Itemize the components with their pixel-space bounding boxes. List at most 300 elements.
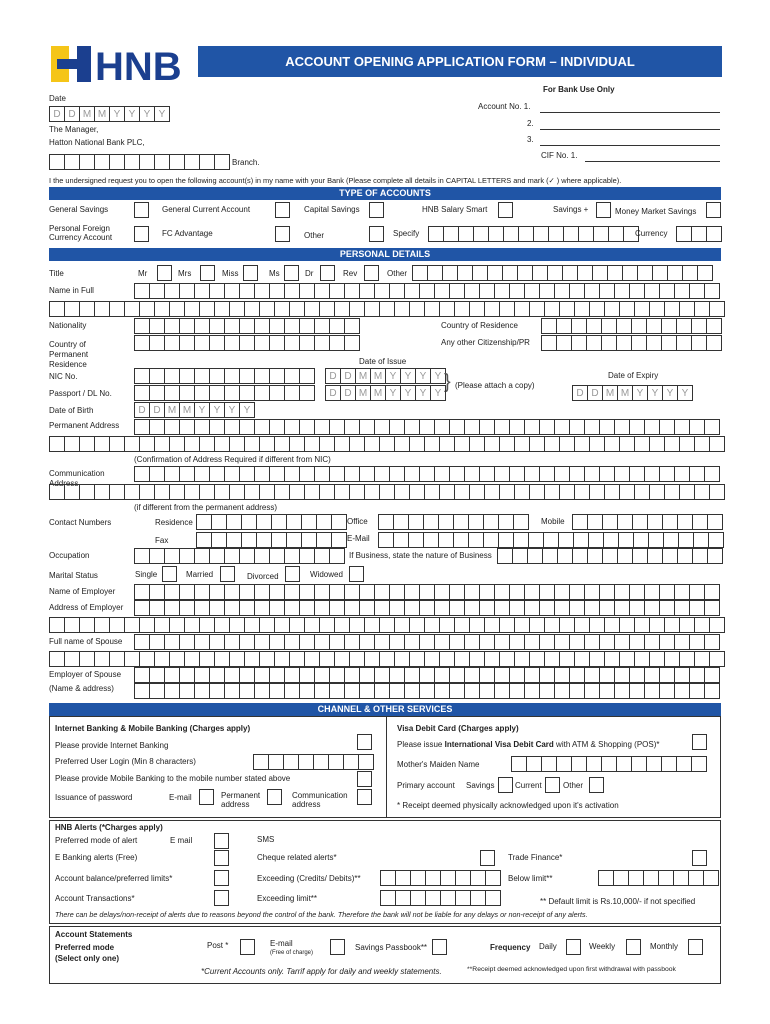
input-cell[interactable] [618,548,633,564]
input-cell[interactable] [515,617,530,633]
input-cell[interactable] [95,154,110,170]
input-cell[interactable] [455,484,470,500]
input-cell[interactable] [200,651,215,667]
input-cell[interactable] [648,548,663,564]
input-cell[interactable] [710,436,725,452]
input-cell[interactable] [345,667,360,683]
input-cell[interactable] [709,532,724,548]
input-cell[interactable] [603,514,618,530]
input-cell[interactable] [585,634,600,650]
input-cell[interactable] [210,466,225,482]
input-cell[interactable] [602,756,617,772]
input-cell[interactable] [332,532,347,548]
input-cell[interactable] [255,385,270,401]
input-cell[interactable] [572,318,587,334]
input-cell[interactable] [300,368,315,384]
input-cell[interactable] [480,419,495,435]
input-cell[interactable] [710,484,725,500]
input-cell[interactable]: Y [401,385,416,401]
input-cell[interactable] [563,265,578,281]
input-cell[interactable] [210,318,225,334]
input-cell[interactable] [155,436,170,452]
input-cell[interactable] [225,600,240,616]
input-cell[interactable] [455,301,470,317]
input-cell[interactable] [600,283,615,299]
input-cell[interactable] [590,436,605,452]
input-cell[interactable] [200,436,215,452]
input-cell[interactable] [663,548,678,564]
input-cell[interactable] [510,600,525,616]
input-cell[interactable] [210,548,225,564]
input-cell[interactable]: Y [678,385,693,401]
input-cell[interactable] [255,466,270,482]
input-cell[interactable] [650,436,665,452]
input-cell[interactable] [225,667,240,683]
ib-user-cells[interactable] [253,754,374,770]
input-cell[interactable] [660,634,675,650]
input-cell[interactable] [604,532,619,548]
input-cell[interactable] [530,436,545,452]
input-cell[interactable] [677,335,692,351]
input-cell[interactable] [450,419,465,435]
input-cell[interactable] [302,532,317,548]
input-cell[interactable] [504,226,519,242]
input-cell[interactable] [350,484,365,500]
input-cell[interactable] [485,484,500,500]
input-cell[interactable] [705,634,720,650]
input-cell[interactable] [290,436,305,452]
date-issue-cells[interactable] [325,368,446,384]
input-cell[interactable] [315,600,330,616]
input-cell[interactable] [360,667,375,683]
input-cell[interactable] [635,651,650,667]
input-cell[interactable] [570,283,585,299]
input-cell[interactable] [515,301,530,317]
input-cell[interactable] [270,283,285,299]
input-cell[interactable] [272,514,287,530]
input-cell[interactable] [465,584,480,600]
input-cell[interactable] [360,283,375,299]
input-cell[interactable] [605,484,620,500]
input-cell[interactable] [500,484,515,500]
input-cell[interactable] [705,419,720,435]
input-cell[interactable]: Y [240,402,255,418]
input-cell[interactable] [409,514,424,530]
input-cell[interactable] [180,634,195,650]
input-cell[interactable] [365,617,380,633]
input-cell[interactable] [320,436,335,452]
input-cell[interactable] [710,617,725,633]
input-cell[interactable] [540,283,555,299]
input-cell[interactable]: M [180,402,195,418]
input-cell[interactable]: Y [125,106,140,122]
input-cell[interactable] [557,335,572,351]
input-cell[interactable] [500,436,515,452]
input-cell[interactable] [435,683,450,699]
input-cell[interactable] [454,532,469,548]
occupation-cells[interactable] [134,548,345,564]
alert-sms-checkbox[interactable] [214,850,229,866]
input-cell[interactable] [529,532,544,548]
input-cell[interactable] [394,514,409,530]
input-cell[interactable] [240,466,255,482]
input-cell[interactable] [300,466,315,482]
input-cell[interactable] [710,651,725,667]
input-cell[interactable] [270,600,285,616]
input-cell[interactable] [485,651,500,667]
input-cell[interactable] [572,756,587,772]
employer-address-cells-2[interactable] [49,617,725,633]
input-cell[interactable] [500,651,515,667]
issuance-email-checkbox[interactable] [199,789,214,805]
country-permanent-cells[interactable] [134,335,360,351]
input-cell[interactable] [515,484,530,500]
input-cell[interactable] [185,484,200,500]
input-cell[interactable] [230,651,245,667]
input-cell[interactable] [530,651,545,667]
input-cell[interactable] [170,436,185,452]
input-cell[interactable] [675,584,690,600]
input-cell[interactable] [495,419,510,435]
input-cell[interactable] [215,617,230,633]
input-cell[interactable] [485,301,500,317]
ms-checkbox[interactable] [284,265,299,281]
input-cell[interactable] [394,532,409,548]
input-cell[interactable] [300,283,315,299]
input-cell[interactable] [454,514,469,530]
input-cell[interactable] [578,265,593,281]
exceeding-limit-cells[interactable] [380,890,501,906]
input-cell[interactable] [465,600,480,616]
input-cell[interactable] [315,667,330,683]
title-other-cells[interactable] [412,265,713,281]
input-cell[interactable] [410,651,425,667]
input-cell[interactable] [180,283,195,299]
input-cell[interactable]: Y [155,106,170,122]
input-cell[interactable] [435,600,450,616]
input-cell[interactable] [270,368,285,384]
input-cell[interactable] [254,754,269,770]
input-cell[interactable]: D [341,368,356,384]
input-cell[interactable]: Y [386,368,401,384]
input-cell[interactable] [617,335,632,351]
input-cell[interactable]: Y [663,385,678,401]
input-cell[interactable] [602,335,617,351]
input-cell[interactable] [285,318,300,334]
input-cell[interactable] [197,532,212,548]
input-cell[interactable] [411,890,426,906]
input-cell[interactable] [360,683,375,699]
input-cell[interactable] [435,283,450,299]
input-cell[interactable] [495,683,510,699]
input-cell[interactable] [662,756,677,772]
mrs-checkbox[interactable] [200,265,215,281]
input-cell[interactable] [499,532,514,548]
input-cell[interactable] [200,301,215,317]
input-cell[interactable] [125,617,140,633]
cheque-checkbox[interactable] [480,850,495,866]
input-cell[interactable] [315,548,330,564]
input-cell[interactable] [300,318,315,334]
input-cell[interactable] [50,154,65,170]
input-cell[interactable] [634,532,649,548]
input-cell[interactable] [585,667,600,683]
input-cell[interactable] [638,265,653,281]
input-cell[interactable]: Y [416,368,431,384]
input-cell[interactable] [65,484,80,500]
input-cell[interactable] [480,667,495,683]
input-cell[interactable] [320,484,335,500]
input-cell[interactable] [435,466,450,482]
input-cell[interactable] [225,368,240,384]
input-cell[interactable] [660,466,675,482]
input-cell[interactable] [210,634,225,650]
input-cell[interactable] [690,634,705,650]
input-cell[interactable] [165,283,180,299]
input-cell[interactable] [155,484,170,500]
input-cell[interactable] [465,419,480,435]
dr-checkbox[interactable] [320,265,335,281]
input-cell[interactable] [275,301,290,317]
input-cell[interactable] [230,617,245,633]
input-cell[interactable] [635,301,650,317]
input-cell[interactable] [540,667,555,683]
input-cell[interactable] [302,514,317,530]
input-cell[interactable] [689,870,704,886]
input-cell[interactable] [150,318,165,334]
input-cell[interactable] [630,584,645,600]
input-cell[interactable] [140,436,155,452]
input-cell[interactable] [632,335,647,351]
input-cell[interactable] [645,466,660,482]
input-cell[interactable] [486,870,501,886]
input-cell[interactable] [150,385,165,401]
passport-issue-cells[interactable] [325,385,446,401]
input-cell[interactable] [443,265,458,281]
input-cell[interactable] [440,301,455,317]
input-cell[interactable] [525,283,540,299]
input-cell[interactable] [486,890,501,906]
input-cell[interactable] [165,683,180,699]
input-cell[interactable]: D [50,106,65,122]
input-cell[interactable] [545,301,560,317]
input-cell[interactable]: M [165,402,180,418]
input-cell[interactable] [110,484,125,500]
employer-address-cells-1[interactable] [134,600,720,616]
input-cell[interactable] [590,301,605,317]
input-cell[interactable] [615,466,630,482]
input-cell[interactable] [155,651,170,667]
input-cell[interactable] [679,532,694,548]
input-cell[interactable] [498,548,513,564]
input-cell[interactable] [255,683,270,699]
input-cell[interactable] [707,226,722,242]
input-cell[interactable] [662,335,677,351]
input-cell[interactable] [525,634,540,650]
input-cell[interactable] [435,634,450,650]
input-cell[interactable] [570,419,585,435]
input-cell[interactable]: D [150,402,165,418]
input-cell[interactable] [260,484,275,500]
input-cell[interactable] [390,283,405,299]
input-cell[interactable] [240,683,255,699]
input-cell[interactable] [570,667,585,683]
savings-plus-checkbox[interactable] [596,202,611,218]
input-cell[interactable] [210,667,225,683]
issuance-perm-checkbox[interactable] [267,789,282,805]
input-cell[interactable] [195,368,210,384]
input-cell[interactable] [650,484,665,500]
input-cell[interactable] [512,756,527,772]
input-cell[interactable]: M [95,106,110,122]
input-cell[interactable] [185,301,200,317]
input-cell[interactable] [653,265,668,281]
passport-cells[interactable] [134,385,315,401]
input-cell[interactable] [95,301,110,317]
input-cell[interactable] [180,318,195,334]
input-cell[interactable] [615,584,630,600]
input-cell[interactable] [320,617,335,633]
input-cell[interactable] [429,226,444,242]
input-cell[interactable] [395,617,410,633]
input-cell[interactable] [255,634,270,650]
input-cell[interactable] [225,584,240,600]
input-cell[interactable] [110,617,125,633]
input-cell[interactable] [270,335,285,351]
input-cell[interactable] [480,600,495,616]
input-cell[interactable] [690,667,705,683]
input-cell[interactable] [450,667,465,683]
input-cell[interactable] [428,265,443,281]
input-cell[interactable] [495,634,510,650]
stmt-email-checkbox[interactable] [330,939,345,955]
input-cell[interactable] [444,226,459,242]
input-cell[interactable] [170,617,185,633]
input-cell[interactable] [150,466,165,482]
input-cell[interactable] [135,548,150,564]
input-cell[interactable] [690,683,705,699]
input-cell[interactable] [315,335,330,351]
input-cell[interactable] [225,385,240,401]
input-cell[interactable] [647,756,662,772]
country-residence-cells[interactable] [541,318,722,334]
account-no-1-line[interactable] [540,112,720,113]
input-cell[interactable] [345,335,360,351]
input-cell[interactable] [195,419,210,435]
input-cell[interactable] [540,466,555,482]
input-cell[interactable] [285,600,300,616]
input-cell[interactable] [441,870,456,886]
input-cell[interactable] [600,683,615,699]
input-cell[interactable] [645,283,660,299]
input-cell[interactable] [705,683,720,699]
input-cell[interactable] [647,335,662,351]
input-cell[interactable] [690,584,705,600]
input-cell[interactable] [165,634,180,650]
input-cell[interactable] [381,890,396,906]
input-cell[interactable] [210,368,225,384]
input-cell[interactable] [690,283,705,299]
fax-cells[interactable] [196,532,347,548]
input-cell[interactable] [705,667,720,683]
input-cell[interactable] [409,532,424,548]
input-cell[interactable] [693,548,708,564]
input-cell[interactable] [345,419,360,435]
input-cell[interactable] [707,318,722,334]
input-cell[interactable] [426,890,441,906]
input-cell[interactable] [525,584,540,600]
input-cell[interactable] [647,318,662,334]
input-cell[interactable] [420,466,435,482]
input-cell[interactable] [242,514,257,530]
input-cell[interactable] [165,548,180,564]
date-cells[interactable] [49,106,170,122]
input-cell[interactable] [440,484,455,500]
input-cell[interactable] [200,484,215,500]
input-cell[interactable] [344,754,359,770]
input-cell[interactable] [405,667,420,683]
input-cell[interactable] [455,436,470,452]
input-cell[interactable] [50,436,65,452]
input-cell[interactable] [135,335,150,351]
input-cell[interactable] [600,634,615,650]
input-cell[interactable] [590,484,605,500]
input-cell[interactable] [608,265,623,281]
input-cell[interactable] [240,667,255,683]
input-cell[interactable] [495,584,510,600]
input-cell[interactable] [345,584,360,600]
input-cell[interactable] [330,548,345,564]
input-cell[interactable] [485,436,500,452]
input-cell[interactable] [390,584,405,600]
input-cell[interactable] [660,600,675,616]
input-cell[interactable] [165,600,180,616]
input-cell[interactable] [245,436,260,452]
money-market-checkbox[interactable] [706,202,721,218]
input-cell[interactable] [542,335,557,351]
input-cell[interactable] [465,667,480,683]
input-cell[interactable] [572,335,587,351]
input-cell[interactable] [285,466,300,482]
input-cell[interactable] [50,301,65,317]
input-cell[interactable] [456,890,471,906]
input-cell[interactable] [525,667,540,683]
input-cell[interactable] [335,436,350,452]
input-cell[interactable] [195,335,210,351]
input-cell[interactable] [350,436,365,452]
input-cell[interactable] [125,154,140,170]
input-cell[interactable] [690,419,705,435]
input-cell[interactable] [360,419,375,435]
input-cell[interactable] [335,617,350,633]
input-cell[interactable] [605,651,620,667]
input-cell[interactable] [589,532,604,548]
input-cell[interactable] [465,283,480,299]
input-cell[interactable] [615,634,630,650]
exceeding-credits-cells[interactable] [380,870,501,886]
input-cell[interactable] [677,226,692,242]
input-cell[interactable] [707,335,722,351]
input-cell[interactable] [227,532,242,548]
input-cell[interactable] [555,600,570,616]
input-cell[interactable] [675,419,690,435]
input-cell[interactable] [503,265,518,281]
input-cell[interactable] [270,419,285,435]
input-cell[interactable] [345,634,360,650]
input-cell[interactable] [630,283,645,299]
input-cell[interactable] [410,436,425,452]
input-cell[interactable] [375,634,390,650]
